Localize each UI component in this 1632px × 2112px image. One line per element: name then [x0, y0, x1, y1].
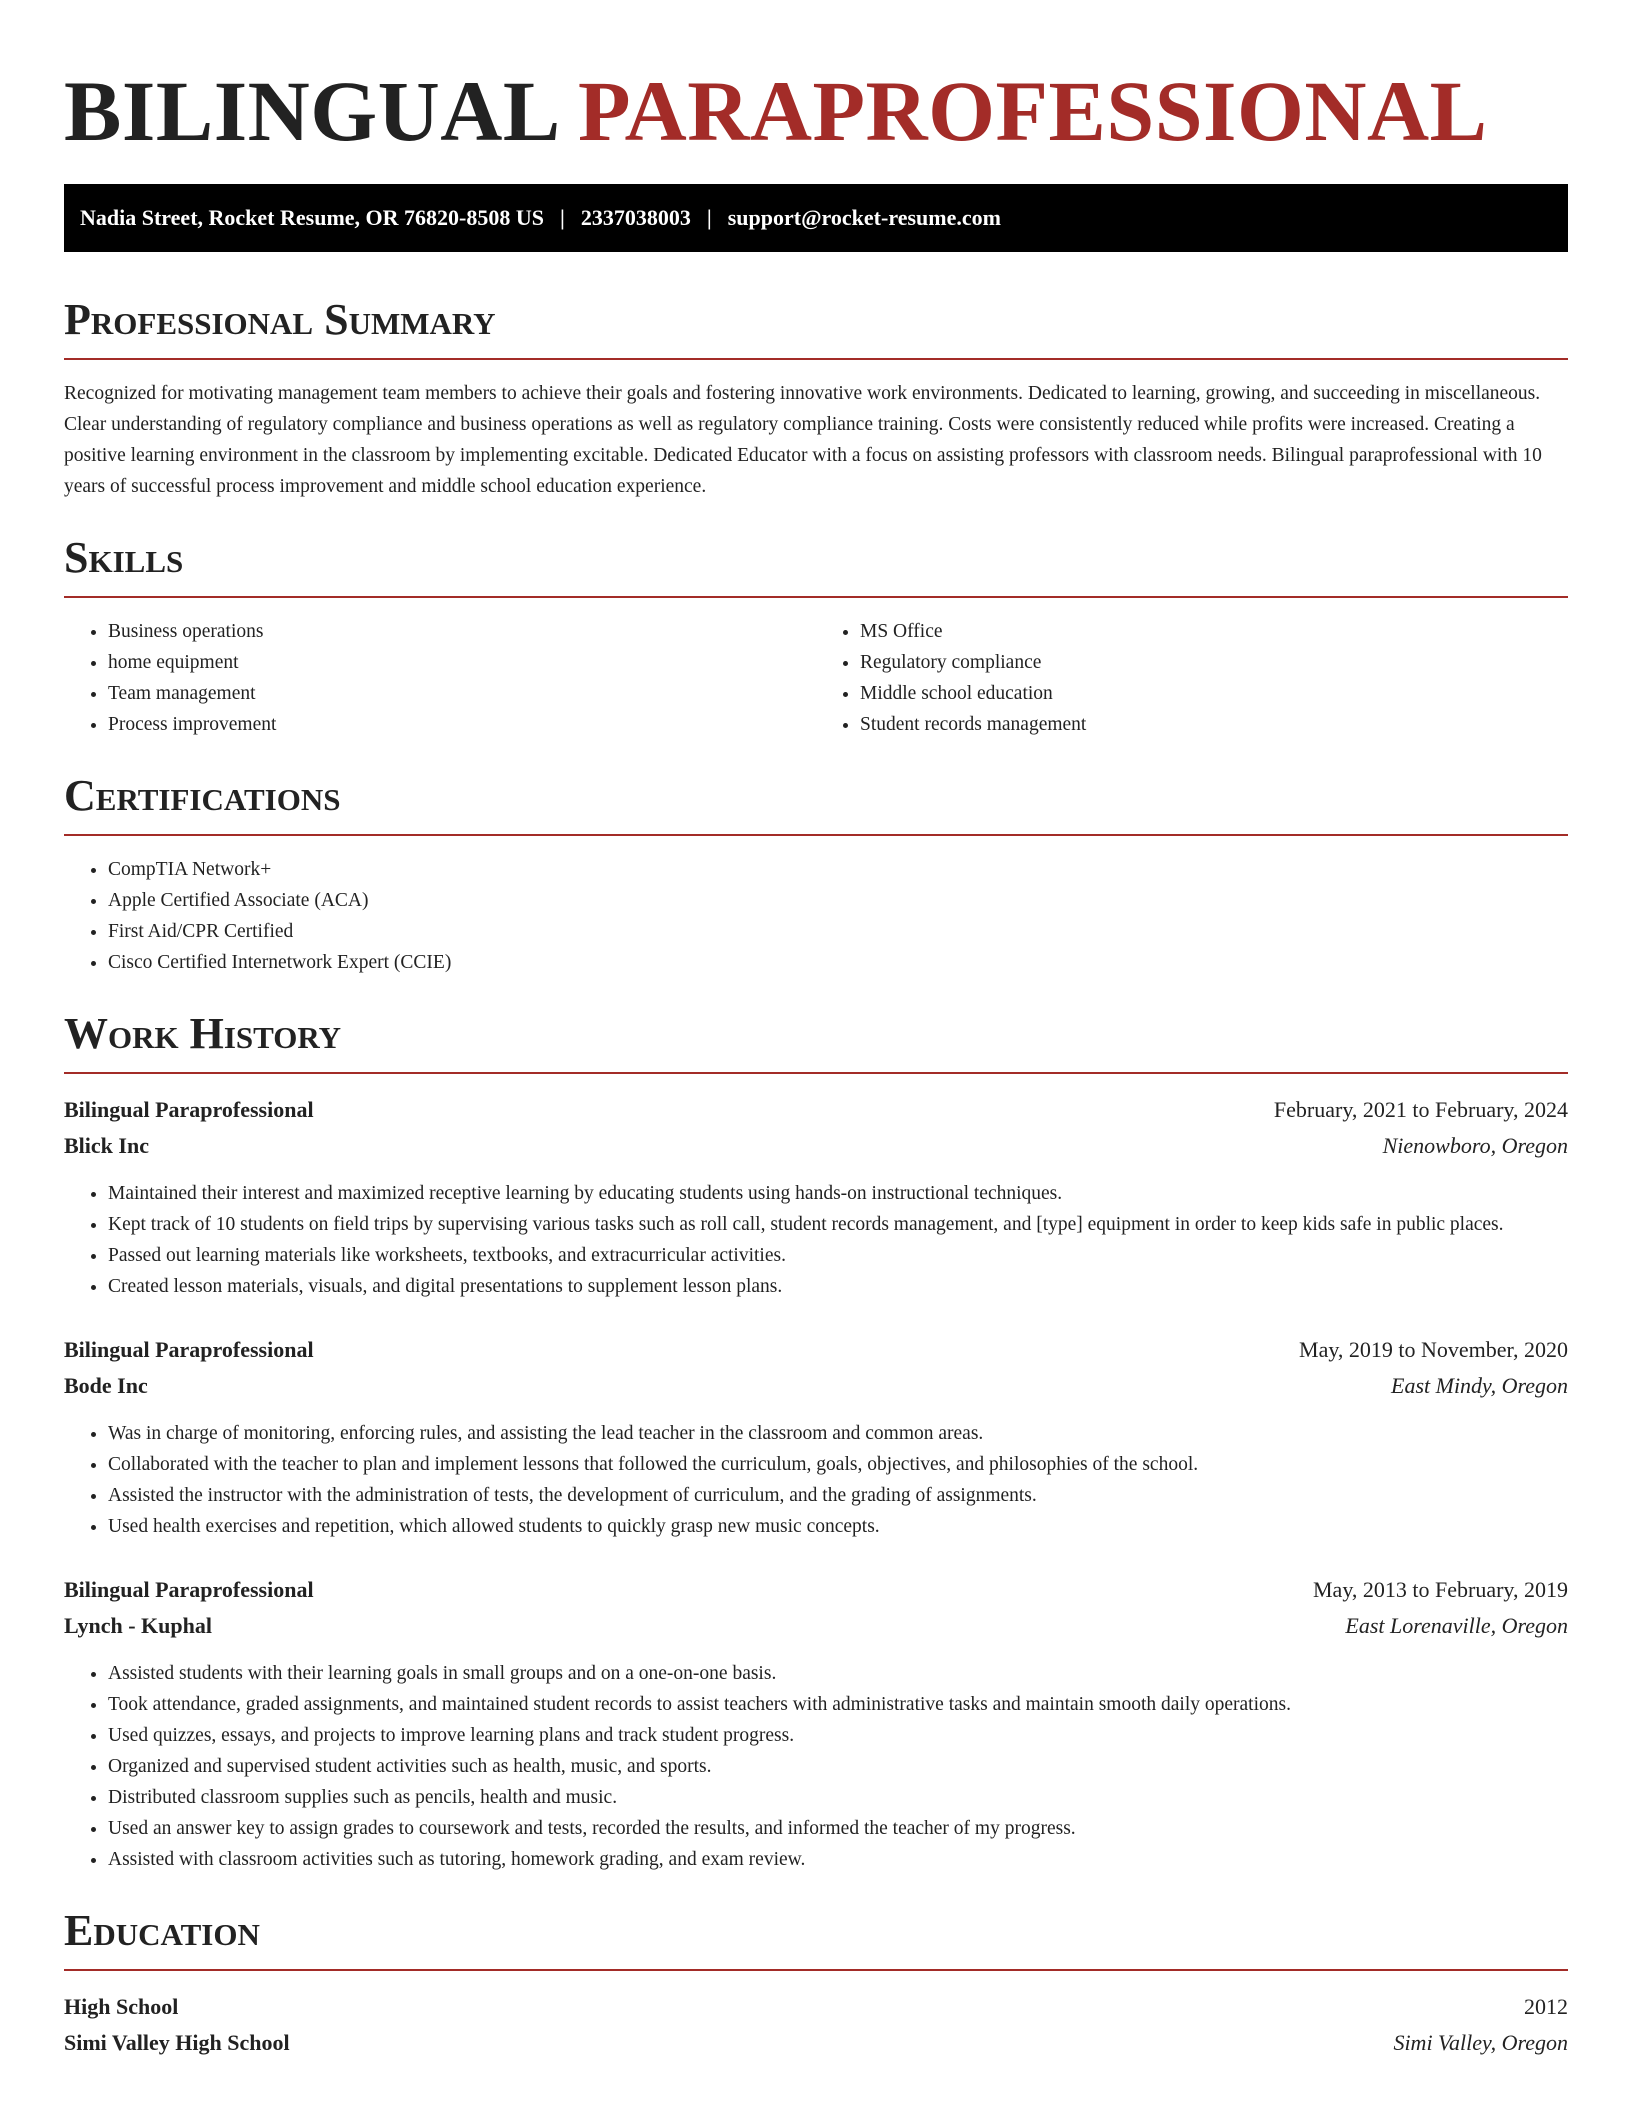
certification-item: • Apple Certified Associate (ACA)	[108, 885, 1568, 916]
skill-item: • Process improvement	[108, 709, 816, 740]
job-bullet: • Created lesson materials, visuals, and digital presentations to supplement lesson plans.	[108, 1271, 1568, 1302]
certification-item: • CompTIA Network+	[108, 854, 1568, 885]
contact-phone: 2337038003	[580, 205, 691, 230]
job-bullet: • Took attendance, graded assignments, and maintained student records to assist teachers with administrative tasks and maintain smooth daily operations.	[108, 1689, 1568, 1720]
education-section	[64, 1906, 1568, 2061]
job-bullet: • Kept track of 10 students on field trips by supervising various tasks such as roll call, student records management, and [type] equipment in order to keep kids safe in public places.	[108, 1209, 1568, 1240]
summary-section	[64, 295, 1568, 502]
section-title: Education	[64, 1906, 260, 1955]
summary-text: Recognized for motivating management team members to achieve their goals and fostering innovative work environments. Dedicated to learning, growing, and succeeding in miscellaneous. Clear understanding of regulatory compliance and business operations as well as regulatory compliance training. Costs were consistently reduced while profits were increased. Creating a positive learning environment in the classroom by implementing excitable. Dedicated Educator with a focus on assisting professors with classroom needs. Bilingual paraprofessional with 10 years of successful process improvement and middle school education experience.	[64, 383, 1542, 497]
skills-section	[64, 533, 1568, 740]
job-entry	[64, 1092, 1568, 1302]
contact-bar	[64, 184, 1568, 252]
section-title: Skills	[64, 533, 184, 582]
job-bullet: • Used health exercises and repetition, which allowed students to quickly grasp new music concepts.	[108, 1511, 1568, 1542]
contact-address: Nadia Street, Rocket Resume, OR 76820-8508 US	[80, 205, 544, 230]
job-company-row	[64, 1368, 1568, 1404]
contact-separator: |	[560, 205, 565, 230]
job-bullet: • Used quizzes, essays, and projects to improve learning plans and track student progress.	[108, 1720, 1568, 1751]
job-dates: February, 2021 to February, 2024	[1273, 1097, 1568, 1122]
work-history-section	[64, 1009, 1568, 1875]
skill-item: • home equipment	[108, 647, 816, 678]
job-location: East Lorenaville, Oregon	[1345, 1613, 1568, 1638]
section-divider	[64, 1072, 1568, 1074]
job-company: Blick Inc	[64, 1133, 149, 1158]
skill-item: • Regulatory compliance	[860, 647, 1568, 678]
job-company: Lynch - Kuphal	[64, 1613, 212, 1638]
skill-item: • Student records management	[860, 709, 1568, 740]
job-bullet: • Collaborated with the teacher to plan and implement lessons that followed the curriculum, goals, objectives, and philosophies of the school.	[108, 1449, 1568, 1480]
job-company-row	[64, 1608, 1568, 1644]
certification-item: • First Aid/CPR Certified	[108, 916, 1568, 947]
name-last: PARAPROFESSIONAL	[578, 63, 1488, 159]
section-title: Certifications	[64, 771, 341, 820]
job-bullet: • Used an answer key to assign grades to coursework and tests, recorded the results, and informed the teacher of my progress.	[108, 1813, 1568, 1844]
certifications-section	[64, 771, 1568, 978]
skill-item: • Business operations	[108, 616, 816, 647]
section-divider	[64, 834, 1568, 836]
name-first: BILINGUAL	[64, 63, 556, 159]
education-school: Simi Valley High School	[64, 2030, 290, 2055]
job-bullet: • Distributed classroom supplies such as pencils, health and music.	[108, 1782, 1568, 1813]
job-header-row	[64, 1572, 1568, 1608]
skill-item: • Middle school education	[860, 678, 1568, 709]
job-bullet: • Organized and supervised student activities such as health, music, and sports.	[108, 1751, 1568, 1782]
job-header-row	[64, 1092, 1568, 1128]
job-bullets	[64, 1418, 1568, 1542]
job-bullets	[64, 1178, 1568, 1302]
job-bullet: • Maintained their interest and maximized receptive learning by educating students using hands-on instructional techniques.	[108, 1178, 1568, 1209]
education-entry	[64, 1989, 1568, 2061]
skills-list	[64, 598, 1568, 740]
skill-item: • MS Office	[860, 616, 1568, 647]
job-bullet: • Assisted with classroom activities such as tutoring, homework grading, and exam review.	[108, 1844, 1568, 1875]
section-divider	[64, 1969, 1568, 1971]
job-dates: May, 2013 to February, 2019	[1313, 1577, 1568, 1602]
certifications-list	[64, 854, 1568, 978]
job-entry	[64, 1572, 1568, 1875]
skill-item: • Team management	[108, 678, 816, 709]
job-bullet: • Passed out learning materials like worksheets, textbooks, and extracurricular activities.	[108, 1240, 1568, 1271]
section-title: Work History	[64, 1009, 342, 1058]
job-bullet: • Assisted the instructor with the administration of tests, the development of curriculum, and the grading of assignments.	[108, 1480, 1568, 1511]
job-location: Nienowboro, Oregon	[1382, 1133, 1568, 1158]
education-school-row	[64, 2025, 1568, 2061]
job-title: Bilingual Paraprofessional	[64, 1097, 314, 1122]
job-bullet: • Was in charge of monitoring, enforcing rules, and assisting the lead teacher in the classroom and common areas.	[108, 1418, 1568, 1449]
education-year: 2012	[1524, 1994, 1568, 2019]
job-company-row	[64, 1128, 1568, 1164]
resume-name	[64, 63, 1568, 159]
job-title: Bilingual Paraprofessional	[64, 1577, 314, 1602]
education-header-row	[64, 1989, 1568, 2025]
education-degree: High School	[64, 1994, 179, 2019]
job-title: Bilingual Paraprofessional	[64, 1337, 314, 1362]
job-bullet: • Assisted students with their learning goals in small groups and on a one-on-one basis.	[108, 1658, 1568, 1689]
job-bullets	[64, 1658, 1568, 1875]
job-company: Bode Inc	[64, 1373, 148, 1398]
section-title: Professional Summary	[64, 295, 496, 344]
contact-separator: |	[706, 205, 712, 230]
skills-column-2	[816, 616, 1568, 740]
skills-column-1	[64, 616, 816, 740]
contact-email: support@rocket-resume.com	[727, 205, 1001, 230]
job-header-row	[64, 1332, 1568, 1368]
section-divider	[64, 358, 1568, 360]
job-entry	[64, 1332, 1568, 1542]
education-location: Simi Valley, Oregon	[1393, 2030, 1568, 2055]
job-dates: May, 2019 to November, 2020	[1299, 1337, 1568, 1362]
job-location: East Mindy, Oregon	[1391, 1373, 1568, 1398]
certification-item: • Cisco Certified Internetwork Expert (CCIE)	[108, 947, 1568, 978]
